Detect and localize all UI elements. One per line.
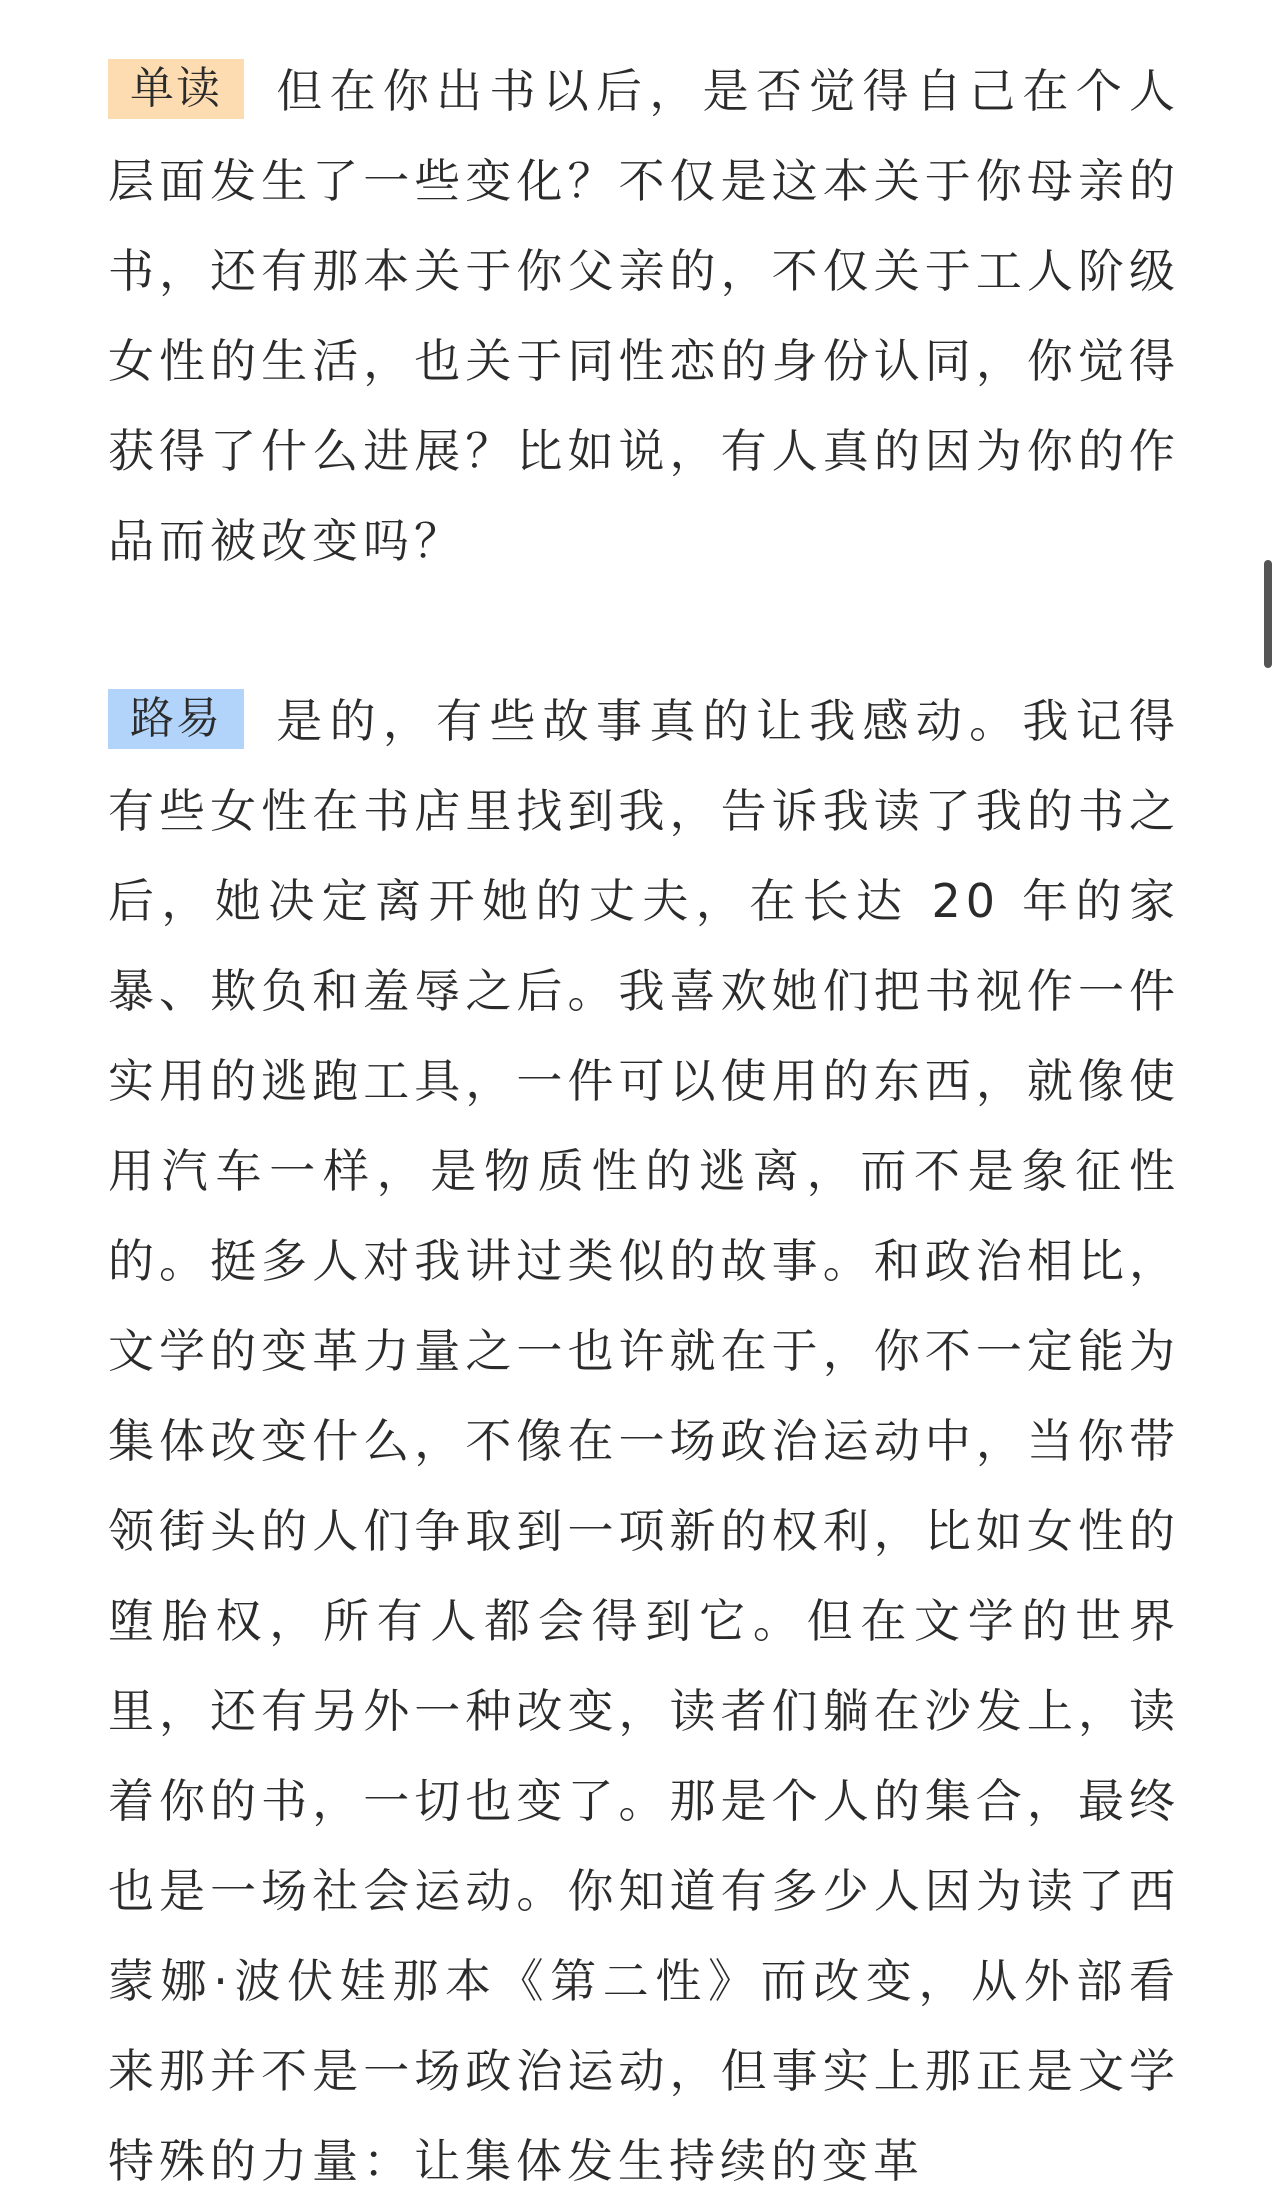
speaker-tag-dandu: 单读 [108, 59, 244, 119]
answer-paragraph [108, 676, 1180, 2206]
question-paragraph [108, 46, 1180, 586]
question-text: 但在你出书以后，是否觉得自己在个人层面发生了一些变化？不仅是这本关于你母亲的书，还有那本关于你父亲的，不仅关于工人阶级女性的生活，也关于同性恋的身份认同，你觉得获得了什么进展？比如说，有人真的因为你的作品而被改变吗？ [108, 64, 1180, 568]
speaker-tag-luyi: 路易 [108, 689, 244, 749]
scrollbar-thumb[interactable] [1264, 560, 1272, 668]
answer-text: 是的，有些故事真的让我感动。我记得有些女性在书店里找到我，告诉我读了我的书之后，她决定离开她的丈夫，在长达 20 年的家暴、欺负和羞辱之后。我喜欢她们把书视作一件实用的逃跑工具，一件可以使用的东西，就像使用汽车一样，是物质性的逃离，而不是象征性的。挺多人对我讲过类似的故事。和政治相比，文学的变革力量之一也许就在于，你不一定能为集体改变什么，不像在一场政治运动中，当你带领街头的人们争取到一项新的权利，比如女性的堕胎权，所有人都会得到它。但在文学的世界里，还有另外一种改变，读者们躺在沙发上，读着你的书，一切也变了。那是个人的集合，最终也是一场社会运动。你知道有多少人因为读了西蒙娜·波伏娃那本《第二性》而改变，从外部看来那并不是一场政治运动，但事实上那正是文学特殊的力量：让集体发生持续的变革 [108, 694, 1180, 2188]
interview-article [108, 46, 1180, 2206]
